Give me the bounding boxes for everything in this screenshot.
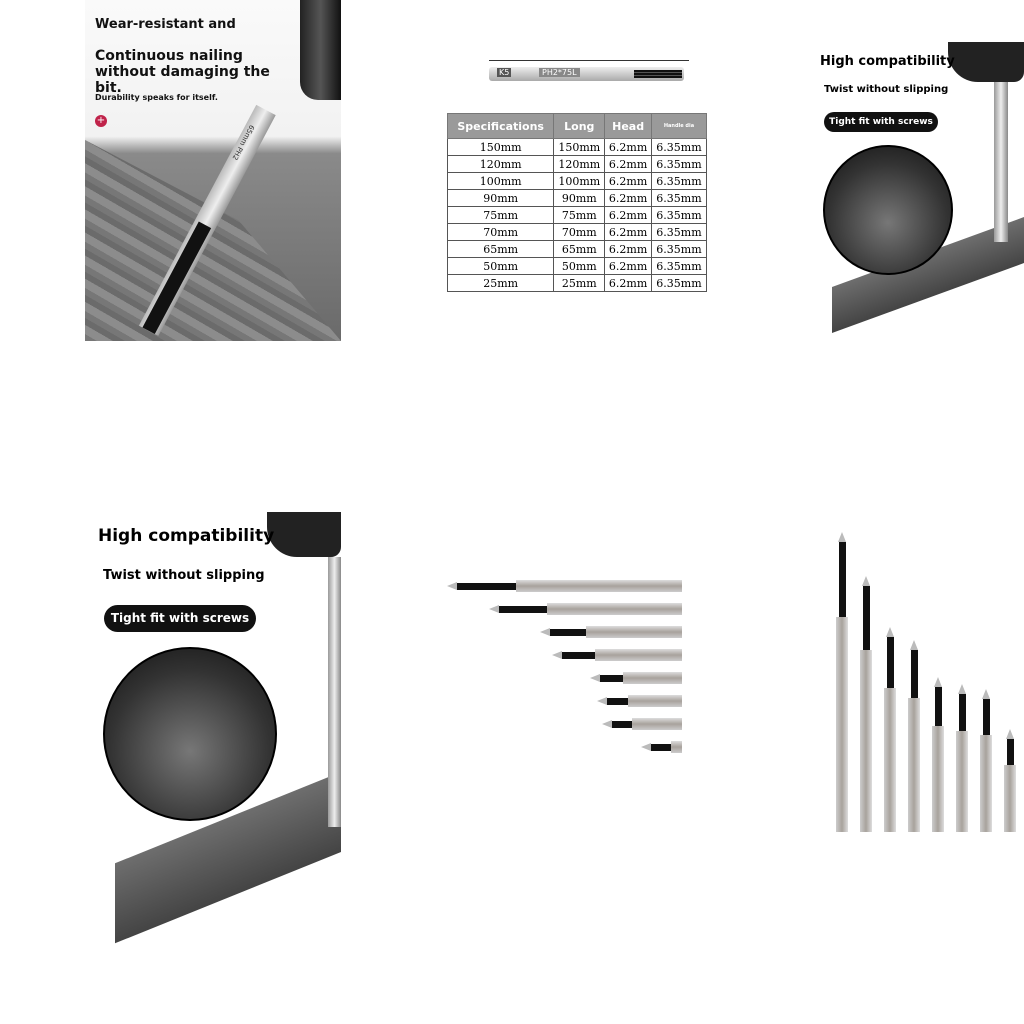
- table-cell: 6.2mm: [605, 207, 652, 224]
- screwdriver-bit: [908, 640, 920, 832]
- table-cell: 50mm: [448, 258, 554, 275]
- table-cell: 6.35mm: [651, 190, 706, 207]
- bit-label: 65mm PH2: [230, 123, 256, 162]
- table-cell: 6.35mm: [651, 224, 706, 241]
- feature-pill: Tight fit with screws: [824, 112, 938, 132]
- table-cell: 6.2mm: [605, 173, 652, 190]
- table-cell: 120mm: [448, 156, 554, 173]
- bits-vertical-image: [830, 532, 1024, 832]
- screwdriver-bit: [328, 557, 341, 827]
- product-image-compat-large: [85, 512, 341, 852]
- table-cell: 90mm: [554, 190, 605, 207]
- table-cell: 6.35mm: [651, 275, 706, 292]
- table-header: Long: [554, 114, 605, 139]
- bits-horizontal-image: [447, 578, 682, 762]
- screwdriver-bit: [836, 532, 848, 832]
- table-cell: 150mm: [554, 139, 605, 156]
- table-header: Handle dia: [651, 114, 706, 139]
- bit-diagram: [489, 67, 684, 81]
- table-row: [448, 275, 707, 292]
- title: High compatibility: [820, 54, 955, 69]
- title: High compatibility: [98, 526, 275, 546]
- subtitle: Twist without slipping: [103, 568, 265, 583]
- drill-chuck: [300, 0, 341, 100]
- screwdriver-bit: [540, 626, 682, 638]
- bit-label-model: PH2*75L: [539, 68, 580, 77]
- screwdriver-bit: [447, 580, 682, 592]
- screwdriver-bit: [884, 627, 896, 832]
- table-row: [448, 258, 707, 275]
- table-row: [448, 224, 707, 241]
- table-cell: 6.35mm: [651, 241, 706, 258]
- table-cell: 6.35mm: [651, 207, 706, 224]
- table-row: [448, 139, 707, 156]
- table-cell: 6.2mm: [605, 258, 652, 275]
- table-row: [448, 190, 707, 207]
- cross-badge-icon: +: [96, 115, 106, 126]
- screwdriver-bit: [489, 603, 682, 615]
- screwdriver-bit: [1004, 729, 1016, 832]
- table-cell: 100mm: [448, 173, 554, 190]
- product-image-durability: [85, 0, 341, 341]
- table-cell: 6.35mm: [651, 258, 706, 275]
- bit-label-k5: K5: [499, 68, 510, 77]
- table-header: Head: [605, 114, 652, 139]
- zoom-circle: [823, 145, 953, 275]
- heading: Continuous nailing without damaging the bit.: [95, 48, 270, 96]
- table-cell: 75mm: [554, 207, 605, 224]
- table-cell: 70mm: [448, 224, 554, 241]
- table-cell: 25mm: [448, 275, 554, 292]
- screw-plate: [85, 140, 341, 341]
- table-row: [448, 173, 707, 190]
- screwdriver-bit: [994, 82, 1008, 242]
- table-cell: 6.2mm: [605, 190, 652, 207]
- table-cell: 50mm: [554, 258, 605, 275]
- screwdriver-bit: [641, 741, 682, 753]
- product-image-compat-small: [818, 42, 1024, 298]
- table-cell: 75mm: [448, 207, 554, 224]
- table-row: [448, 241, 707, 258]
- table-cell: 100mm: [554, 173, 605, 190]
- screwdriver-bit: [590, 672, 682, 684]
- screwdriver-bit: [552, 649, 682, 661]
- drill-chuck: [948, 42, 1024, 82]
- table-cell: 65mm: [554, 241, 605, 258]
- drill-chuck: [267, 512, 341, 557]
- screwdriver-bit: [597, 695, 682, 707]
- table-cell: 6.35mm: [651, 139, 706, 156]
- table-cell: 6.2mm: [605, 156, 652, 173]
- table-cell: 6.2mm: [605, 241, 652, 258]
- table-cell: 65mm: [448, 241, 554, 258]
- screwdriver-bit: [860, 576, 872, 832]
- table-cell: 6.2mm: [605, 139, 652, 156]
- spec-table: [447, 113, 707, 292]
- table-cell: 70mm: [554, 224, 605, 241]
- table-header: Specifications: [448, 114, 554, 139]
- table-cell: 6.2mm: [605, 275, 652, 292]
- line1: Wear-resistant and: [95, 17, 236, 32]
- table-cell: 6.35mm: [651, 173, 706, 190]
- spec-table-panel: [447, 55, 702, 298]
- table-cell: 25mm: [554, 275, 605, 292]
- table-cell: 150mm: [448, 139, 554, 156]
- feature-pill: Tight fit with screws: [104, 605, 256, 632]
- table-row: [448, 156, 707, 173]
- table-cell: 90mm: [448, 190, 554, 207]
- table-cell: 120mm: [554, 156, 605, 173]
- zoom-circle: [103, 647, 277, 821]
- screwdriver-bit: [602, 718, 682, 730]
- screwdriver-bit: [932, 677, 944, 832]
- screwdriver-bit: [956, 684, 968, 832]
- table-cell: 6.2mm: [605, 224, 652, 241]
- table-cell: 6.35mm: [651, 156, 706, 173]
- subtext: Durability speaks for itself.: [95, 93, 218, 102]
- screwdriver-bit: [980, 689, 992, 832]
- subtitle: Twist without slipping: [824, 84, 949, 95]
- table-row: [448, 207, 707, 224]
